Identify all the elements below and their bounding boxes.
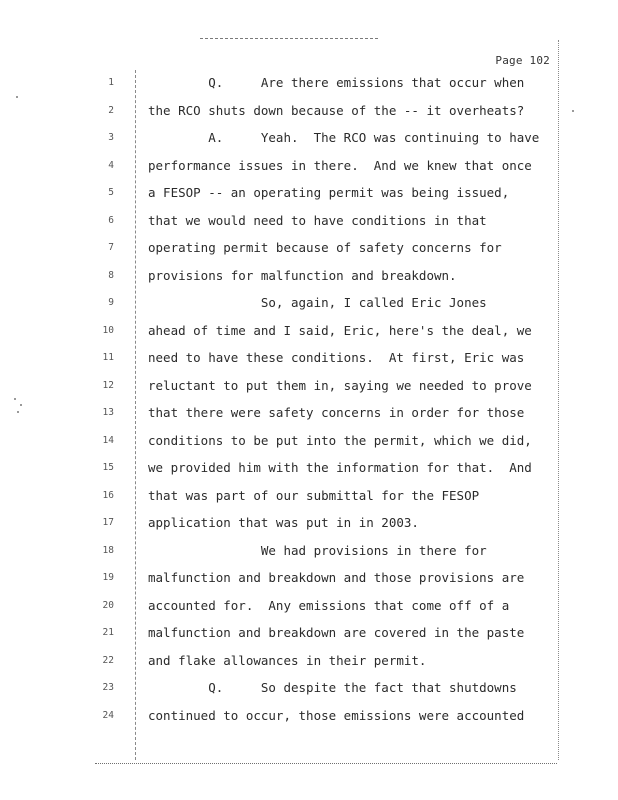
line-number: 2 [108, 104, 114, 116]
scan-speck [20, 404, 22, 406]
transcript-line: malfunction and breakdown are covered in the paste [148, 625, 525, 640]
scan-speck [17, 411, 19, 413]
line-number: 23 [102, 682, 114, 693]
line-number: 22 [102, 654, 114, 666]
line-number: 11 [102, 352, 114, 363]
line-number: 1 [108, 77, 114, 88]
bottom-border-line [95, 763, 557, 764]
transcript-line: ahead of time and I said, Eric, here's the deal, we [148, 322, 532, 338]
scan-speck [572, 110, 574, 112]
line-number: 12 [102, 379, 114, 391]
transcript-line: So, again, I called Eric Jones [148, 295, 487, 310]
line-number: 14 [102, 434, 114, 446]
line-number: 3 [108, 132, 114, 143]
line-number: 8 [108, 269, 114, 281]
page-number: Page 102 [495, 54, 550, 67]
line-number: 19 [102, 572, 114, 583]
transcript-line: performance issues in there. And we knew that once [148, 157, 532, 173]
transcript-line: operating permit because of safety concerns for [148, 240, 502, 255]
line-number: 18 [102, 544, 114, 556]
line-number: 17 [102, 517, 114, 528]
left-margin-line [135, 70, 136, 760]
line-number: 6 [108, 214, 114, 226]
line-number: 15 [102, 462, 114, 473]
line-number: 13 [102, 407, 114, 418]
transcript-line: the RCO shuts down because of the -- it overheats? [148, 102, 525, 118]
transcript-line: provisions for malfunction and breakdown. [148, 267, 457, 283]
line-number: 5 [108, 187, 114, 198]
scan-speck [14, 398, 16, 400]
line-number: 21 [102, 627, 114, 638]
transcript-line: continued to occur, those emissions were accounted [148, 707, 525, 723]
transcript-line: we provided him with the information for that. And [148, 460, 532, 475]
transcript-line: reluctant to put them in, saying we needed to prove [148, 377, 532, 393]
transcript-line: application that was put in in 2003. [148, 515, 419, 530]
line-number: 9 [108, 297, 114, 308]
line-number: 4 [108, 159, 114, 171]
line-number: 16 [102, 489, 114, 501]
scan-speck [16, 96, 18, 98]
transcript-line: that was part of our submittal for the FESOP [148, 487, 480, 503]
line-number: 7 [108, 242, 114, 253]
line-number: 10 [102, 324, 114, 336]
transcript-line: that we would need to have conditions in that [148, 212, 487, 228]
right-margin-line [558, 40, 559, 760]
transcript-line: that there were safety concerns in order for those [148, 405, 525, 420]
transcript-line: Q. So despite the fact that shutdowns [148, 680, 517, 695]
transcript-line: a FESOP -- an operating permit was being issued, [148, 185, 510, 200]
transcript-line: accounted for. Any emissions that come off of a [148, 597, 510, 613]
transcript-line: need to have these conditions. At first, Eric was [148, 350, 525, 365]
line-number: 24 [102, 709, 114, 721]
transcript-line: and flake allowances in their permit. [148, 652, 427, 668]
transcript-line: conditions to be put into the permit, which we did, [148, 432, 532, 448]
top-border-line [200, 38, 378, 39]
transcript-line: A. Yeah. The RCO was continuing to have [148, 130, 540, 145]
transcript-line: malfunction and breakdown and those provisions are [148, 570, 525, 585]
transcript-line: We had provisions in there for [148, 542, 487, 558]
line-number: 20 [102, 599, 114, 611]
transcript-line: Q. Are there emissions that occur when [148, 75, 525, 90]
